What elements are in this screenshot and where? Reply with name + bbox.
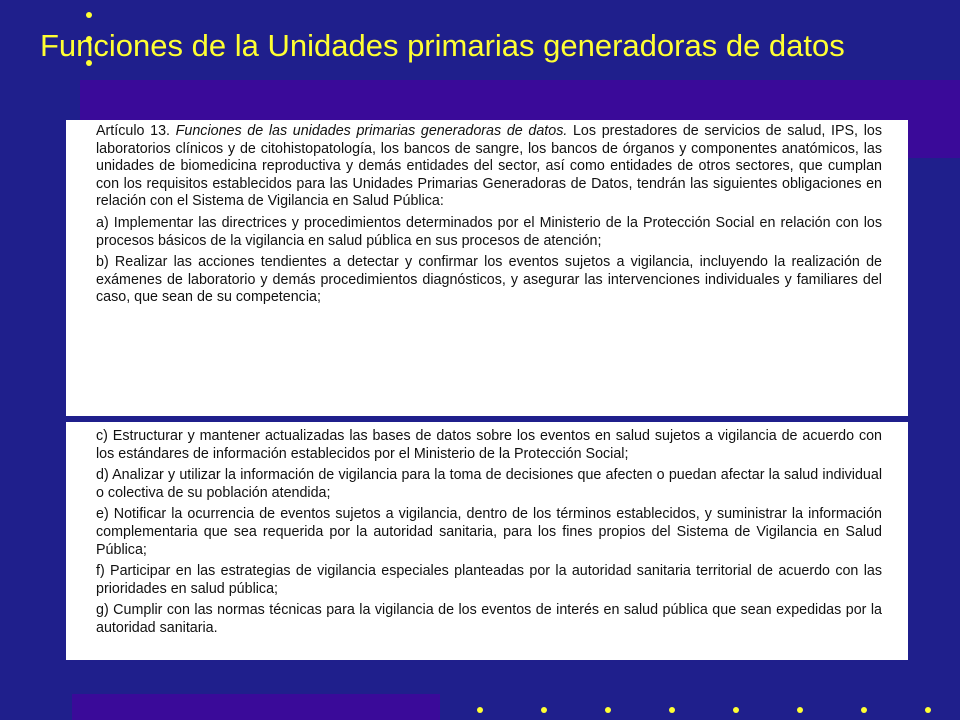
bullet-dot bbox=[861, 707, 867, 713]
bullet-dot bbox=[86, 12, 92, 18]
bullet-dot bbox=[733, 707, 739, 713]
article-intro-text: Los prestadores de servicios de salud, IPS, los laboratorios clínicos y de citohistopatología, los bancos de sangre, los bancos de órganos y componentes anatómicos, las unidades de biomedicina reproductiva y demás entidades del sector, así como entidades de otros sectores, que cumplan con los requisitos establecidos para las Unidades Primarias Generadoras de Datos, tendrán las siguientes obligaciones en relación con el Sistema de Vigilancia en Salud Pública: bbox=[96, 123, 882, 210]
bullet-dot bbox=[541, 707, 547, 713]
bullet-dot bbox=[925, 707, 931, 713]
article-item-c: c) Estructurar y mantener actualizadas las bases de datos sobre los eventos en salud sujetos a vigilancia de acuerdo con los estándares de información establecidos por el Ministerio de la Protección Social; bbox=[96, 428, 882, 462]
article-item-g: g) Cumplir con las normas técnicas para la vigilancia de los eventos de interés en salud pública que sean expedidas por la autoridad sanitaria. bbox=[96, 602, 882, 636]
accent-bar-bottom bbox=[72, 694, 440, 720]
bullet-dot bbox=[605, 707, 611, 713]
slide-title: Funciones de la Unidades primarias generadoras de datos bbox=[40, 28, 845, 63]
bullet-dot bbox=[669, 707, 675, 713]
article-intro bbox=[96, 123, 882, 211]
article-item-b: b) Realizar las acciones tendientes a detectar y confirmar los eventos sujetos a vigilancia, incluyendo la realización de exámenes de laboratorio y demás procedimientos diagnósticos, y asegurar las intervenciones individuales y familiares del caso, que sean de su competencia; bbox=[96, 254, 882, 306]
article-panel-lower bbox=[66, 422, 908, 660]
article-number: Artículo 13. bbox=[96, 123, 170, 139]
article-item-f: f) Participar en las estrategias de vigilancia especiales planteadas por la autoridad sanitaria territorial de acuerdo con las prioridades en salud pública; bbox=[96, 563, 882, 597]
bullet-dot bbox=[797, 707, 803, 713]
article-heading: Funciones de las unidades primarias generadoras de datos. bbox=[175, 123, 568, 139]
article-item-a: a) Implementar las directrices y procedimientos determinados por el Ministerio de la Protección Social en relación con los procesos básicos de la vigilancia en salud pública en sus procesos de atención; bbox=[96, 214, 882, 249]
bullet-dot bbox=[477, 707, 483, 713]
article-item-e: e) Notificar la ocurrencia de eventos sujetos a vigilancia, dentro de los términos establecidos, y suministrar la información complementaria que sea requerida por la autoridad sanitaria, para los fines propios del Sistema de Vigilancia en Salud Pública; bbox=[96, 506, 882, 558]
article-panel-upper bbox=[66, 120, 908, 416]
article-item-d: d) Analizar y utilizar la información de vigilancia para la toma de decisiones que afecten o puedan afectar la salud individual o colectiva de su población atendida; bbox=[96, 467, 882, 501]
